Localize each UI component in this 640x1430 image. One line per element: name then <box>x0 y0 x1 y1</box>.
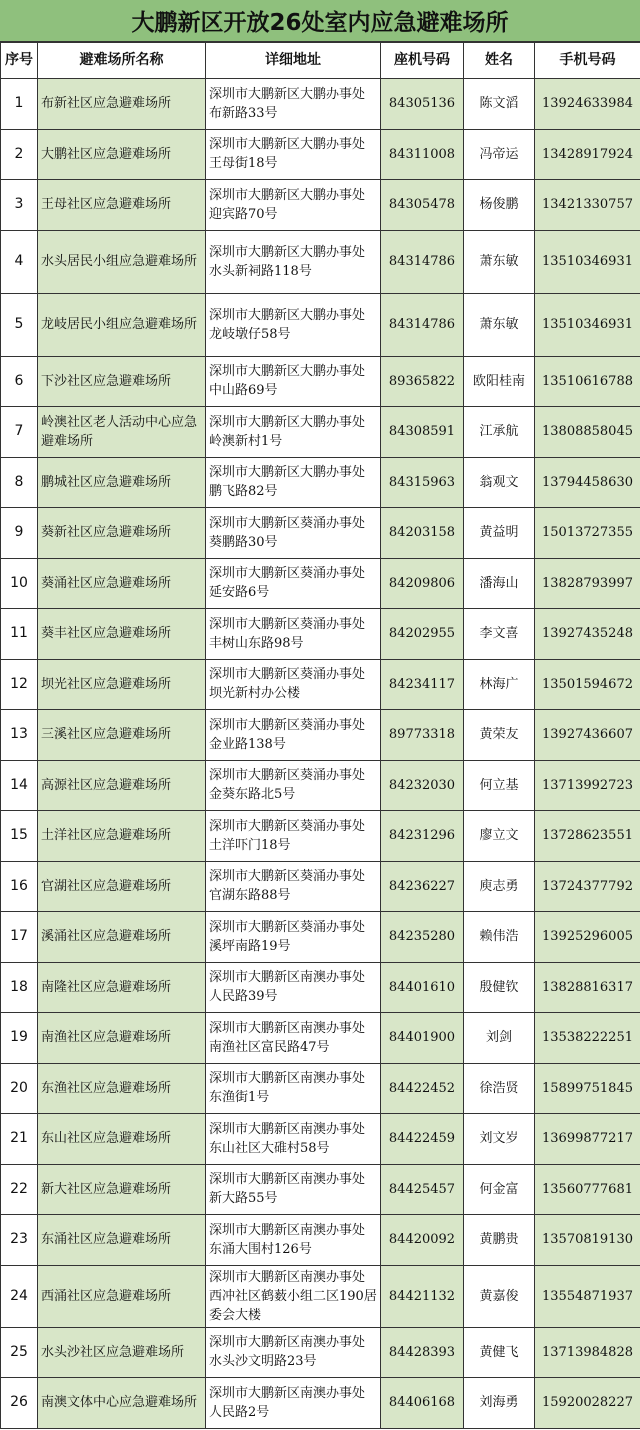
cell-landline: 84314786 <box>381 230 464 293</box>
cell-index: 5 <box>1 293 38 356</box>
cell-index: 3 <box>1 180 38 231</box>
table-row <box>1 1265 640 1327</box>
table-row <box>1 407 640 458</box>
table-row <box>1 609 640 660</box>
cell-mobile: 13794458630 <box>535 457 640 508</box>
cell-landline: 84425457 <box>381 1164 464 1215</box>
cell-index: 18 <box>1 962 38 1013</box>
cell-shelter-name: 南澳文体中心应急避难场所 <box>38 1378 206 1429</box>
table-row <box>1 508 640 559</box>
header-address: 详细地址 <box>206 43 381 79</box>
cell-contact-name: 林海广 <box>464 659 535 710</box>
cell-address: 深圳市大鹏新区南澳办事处东渔街1号 <box>206 1063 381 1114</box>
cell-address: 深圳市大鹏新区大鹏办事处迎宾路70号 <box>206 180 381 231</box>
cell-index: 15 <box>1 811 38 862</box>
cell-shelter-name: 水头沙社区应急避难场所 <box>38 1327 206 1378</box>
cell-contact-name: 陈文滔 <box>464 79 535 130</box>
cell-contact-name: 何金富 <box>464 1164 535 1215</box>
cell-contact-name: 萧东敏 <box>464 293 535 356</box>
cell-landline: 84308591 <box>381 407 464 458</box>
cell-contact-name: 徐浩贤 <box>464 1063 535 1114</box>
cell-contact-name: 黄鹏贵 <box>464 1215 535 1266</box>
cell-shelter-name: 南渔社区应急避难场所 <box>38 1013 206 1064</box>
cell-landline: 84401610 <box>381 962 464 1013</box>
cell-mobile: 13554871937 <box>535 1265 640 1327</box>
cell-address: 深圳市大鹏新区南澳办事处南渔社区富民路47号 <box>206 1013 381 1064</box>
cell-address: 深圳市大鹏新区葵涌办事处金业路138号 <box>206 710 381 761</box>
cell-index: 16 <box>1 861 38 912</box>
cell-index: 21 <box>1 1114 38 1165</box>
cell-landline: 84202955 <box>381 609 464 660</box>
cell-landline: 84305478 <box>381 180 464 231</box>
table-header-row <box>1 43 640 79</box>
cell-landline: 84420092 <box>381 1215 464 1266</box>
cell-index: 4 <box>1 230 38 293</box>
cell-shelter-name: 土洋社区应急避难场所 <box>38 811 206 862</box>
cell-mobile: 13510346931 <box>535 230 640 293</box>
cell-mobile: 13927436607 <box>535 710 640 761</box>
cell-landline: 84311008 <box>381 129 464 180</box>
table-row <box>1 1063 640 1114</box>
cell-shelter-name: 王母社区应急避难场所 <box>38 180 206 231</box>
cell-contact-name: 黄健飞 <box>464 1327 535 1378</box>
cell-mobile: 15899751845 <box>535 1063 640 1114</box>
cell-shelter-name: 葵涌社区应急避难场所 <box>38 558 206 609</box>
cell-mobile: 13724377792 <box>535 861 640 912</box>
table-row <box>1 1215 640 1266</box>
cell-contact-name: 刘海勇 <box>464 1378 535 1429</box>
table-row <box>1 1164 640 1215</box>
cell-shelter-name: 新大社区应急避难场所 <box>38 1164 206 1215</box>
cell-contact-name: 冯帝运 <box>464 129 535 180</box>
cell-index: 22 <box>1 1164 38 1215</box>
cell-contact-name: 黄荣友 <box>464 710 535 761</box>
header-landline: 座机号码 <box>381 43 464 79</box>
cell-landline: 84406168 <box>381 1378 464 1429</box>
cell-landline: 84314786 <box>381 293 464 356</box>
cell-address: 深圳市大鹏新区葵涌办事处葵鹏路30号 <box>206 508 381 559</box>
cell-address: 深圳市大鹏新区南澳办事处新大路55号 <box>206 1164 381 1215</box>
cell-shelter-name: 葵丰社区应急避难场所 <box>38 609 206 660</box>
cell-index: 7 <box>1 407 38 458</box>
cell-mobile: 15920028227 <box>535 1378 640 1429</box>
cell-index: 8 <box>1 457 38 508</box>
cell-mobile: 13428917924 <box>535 129 640 180</box>
cell-contact-name: 庾志勇 <box>464 861 535 912</box>
table-row <box>1 180 640 231</box>
table-row <box>1 962 640 1013</box>
header-name: 避难场所名称 <box>38 43 206 79</box>
cell-contact-name: 萧东敏 <box>464 230 535 293</box>
cell-index: 9 <box>1 508 38 559</box>
cell-contact-name: 江承航 <box>464 407 535 458</box>
cell-index: 25 <box>1 1327 38 1378</box>
table-row <box>1 1327 640 1378</box>
cell-index: 26 <box>1 1378 38 1429</box>
table-row <box>1 1013 640 1064</box>
table-row <box>1 79 640 130</box>
cell-shelter-name: 葵新社区应急避难场所 <box>38 508 206 559</box>
cell-mobile: 13925296005 <box>535 912 640 963</box>
cell-contact-name: 刘剑 <box>464 1013 535 1064</box>
cell-shelter-name: 布新社区应急避难场所 <box>38 79 206 130</box>
shelter-table <box>0 42 640 1429</box>
table-row <box>1 861 640 912</box>
cell-address: 深圳市大鹏新区南澳办事处水头沙文明路23号 <box>206 1327 381 1378</box>
cell-contact-name: 何立基 <box>464 760 535 811</box>
cell-mobile: 13808858045 <box>535 407 640 458</box>
cell-contact-name: 黄嘉俊 <box>464 1265 535 1327</box>
cell-address: 深圳市大鹏新区南澳办事处人民路2号 <box>206 1378 381 1429</box>
cell-landline: 84235280 <box>381 912 464 963</box>
cell-address: 深圳市大鹏新区大鹏办事处王母街18号 <box>206 129 381 180</box>
cell-contact-name: 廖立文 <box>464 811 535 862</box>
cell-landline: 84428393 <box>381 1327 464 1378</box>
cell-address: 深圳市大鹏新区葵涌办事处丰树山东路98号 <box>206 609 381 660</box>
cell-address: 深圳市大鹏新区大鹏办事处鹏飞路82号 <box>206 457 381 508</box>
cell-mobile: 13538222251 <box>535 1013 640 1064</box>
cell-shelter-name: 水头居民小组应急避难场所 <box>38 230 206 293</box>
cell-index: 23 <box>1 1215 38 1266</box>
cell-address: 深圳市大鹏新区葵涌办事处溪坪南路19号 <box>206 912 381 963</box>
cell-index: 13 <box>1 710 38 761</box>
cell-index: 20 <box>1 1063 38 1114</box>
header-mobile: 手机号码 <box>535 43 640 79</box>
cell-index: 12 <box>1 659 38 710</box>
cell-address: 深圳市大鹏新区南澳办事处西冲社区鹤薮小组二区190居委会大楼 <box>206 1265 381 1327</box>
cell-landline: 84421132 <box>381 1265 464 1327</box>
table-row <box>1 760 640 811</box>
cell-shelter-name: 东涌社区应急避难场所 <box>38 1215 206 1266</box>
cell-shelter-name: 三溪社区应急避难场所 <box>38 710 206 761</box>
cell-shelter-name: 东山社区应急避难场所 <box>38 1114 206 1165</box>
cell-contact-name: 赖伟浩 <box>464 912 535 963</box>
cell-address: 深圳市大鹏新区大鹏办事处中山路69号 <box>206 356 381 407</box>
cell-contact-name: 李文喜 <box>464 609 535 660</box>
table-body <box>1 79 640 1429</box>
cell-shelter-name: 西涌社区应急避难场所 <box>38 1265 206 1327</box>
cell-mobile: 13927435248 <box>535 609 640 660</box>
table-row <box>1 129 640 180</box>
cell-shelter-name: 南隆社区应急避难场所 <box>38 962 206 1013</box>
header-person: 姓名 <box>464 43 535 79</box>
cell-contact-name: 黄益明 <box>464 508 535 559</box>
cell-contact-name: 潘海山 <box>464 558 535 609</box>
cell-address: 深圳市大鹏新区南澳办事处人民路39号 <box>206 962 381 1013</box>
cell-landline: 89773318 <box>381 710 464 761</box>
cell-shelter-name: 坝光社区应急避难场所 <box>38 659 206 710</box>
table-row <box>1 659 640 710</box>
cell-address: 深圳市大鹏新区大鹏办事处布新路33号 <box>206 79 381 130</box>
cell-address: 深圳市大鹏新区葵涌办事处官湖东路88号 <box>206 861 381 912</box>
table-row <box>1 293 640 356</box>
cell-landline: 84236227 <box>381 861 464 912</box>
cell-mobile: 13421330757 <box>535 180 640 231</box>
cell-mobile: 13699877217 <box>535 1114 640 1165</box>
cell-shelter-name: 岭澳社区老人活动中心应急避难场所 <box>38 407 206 458</box>
cell-shelter-name: 大鹏社区应急避难场所 <box>38 129 206 180</box>
cell-mobile: 13828816317 <box>535 962 640 1013</box>
cell-contact-name: 欧阳桂南 <box>464 356 535 407</box>
table-row <box>1 558 640 609</box>
cell-contact-name: 殷健钦 <box>464 962 535 1013</box>
cell-landline: 84422459 <box>381 1114 464 1165</box>
cell-address: 深圳市大鹏新区葵涌办事处金葵东路北5号 <box>206 760 381 811</box>
cell-shelter-name: 高源社区应急避难场所 <box>38 760 206 811</box>
table-row <box>1 1378 640 1429</box>
cell-landline: 89365822 <box>381 356 464 407</box>
cell-mobile: 13828793997 <box>535 558 640 609</box>
cell-mobile: 13570819130 <box>535 1215 640 1266</box>
cell-shelter-name: 官湖社区应急避难场所 <box>38 861 206 912</box>
cell-mobile: 13713992723 <box>535 760 640 811</box>
cell-index: 10 <box>1 558 38 609</box>
cell-shelter-name: 东渔社区应急避难场所 <box>38 1063 206 1114</box>
cell-landline: 84305136 <box>381 79 464 130</box>
cell-mobile: 15013727355 <box>535 508 640 559</box>
cell-landline: 84209806 <box>381 558 464 609</box>
cell-mobile: 13728623551 <box>535 811 640 862</box>
cell-landline: 84315963 <box>381 457 464 508</box>
table-row <box>1 912 640 963</box>
cell-shelter-name: 溪涌社区应急避难场所 <box>38 912 206 963</box>
cell-landline: 84401900 <box>381 1013 464 1064</box>
cell-landline: 84232030 <box>381 760 464 811</box>
cell-address: 深圳市大鹏新区葵涌办事处延安路6号 <box>206 558 381 609</box>
cell-mobile: 13713984828 <box>535 1327 640 1378</box>
cell-contact-name: 刘文岁 <box>464 1114 535 1165</box>
cell-shelter-name: 龙岐居民小组应急避难场所 <box>38 293 206 356</box>
cell-mobile: 13560777681 <box>535 1164 640 1215</box>
cell-mobile: 13501594672 <box>535 659 640 710</box>
cell-index: 19 <box>1 1013 38 1064</box>
table-row <box>1 1114 640 1165</box>
cell-mobile: 13510616788 <box>535 356 640 407</box>
table-row <box>1 811 640 862</box>
cell-mobile: 13924633984 <box>535 79 640 130</box>
table-row <box>1 457 640 508</box>
table-row <box>1 356 640 407</box>
cell-shelter-name: 下沙社区应急避难场所 <box>38 356 206 407</box>
cell-index: 14 <box>1 760 38 811</box>
cell-mobile: 13510346931 <box>535 293 640 356</box>
cell-address: 深圳市大鹏新区大鹏办事处岭澳新村1号 <box>206 407 381 458</box>
cell-contact-name: 翁观文 <box>464 457 535 508</box>
cell-address: 深圳市大鹏新区南澳办事处东涌大围村126号 <box>206 1215 381 1266</box>
cell-address: 深圳市大鹏新区大鹏办事处龙岐墩仔58号 <box>206 293 381 356</box>
cell-contact-name: 杨俊鹏 <box>464 180 535 231</box>
cell-index: 1 <box>1 79 38 130</box>
cell-address: 深圳市大鹏新区葵涌办事处土洋吓门18号 <box>206 811 381 862</box>
cell-landline: 84231296 <box>381 811 464 862</box>
header-index: 序号 <box>1 43 38 79</box>
table-row <box>1 710 640 761</box>
cell-landline: 84203158 <box>381 508 464 559</box>
cell-landline: 84422452 <box>381 1063 464 1114</box>
cell-shelter-name: 鹏城社区应急避难场所 <box>38 457 206 508</box>
cell-address: 深圳市大鹏新区南澳办事处东山社区大碓村58号 <box>206 1114 381 1165</box>
table-row <box>1 230 640 293</box>
page-title: 大鹏新区开放26处室内应急避难场所 <box>0 0 640 42</box>
cell-index: 24 <box>1 1265 38 1327</box>
cell-landline: 84234117 <box>381 659 464 710</box>
cell-index: 11 <box>1 609 38 660</box>
cell-index: 6 <box>1 356 38 407</box>
cell-address: 深圳市大鹏新区大鹏办事处水头新祠路118号 <box>206 230 381 293</box>
cell-index: 17 <box>1 912 38 963</box>
cell-index: 2 <box>1 129 38 180</box>
cell-address: 深圳市大鹏新区葵涌办事处坝光新村办公楼 <box>206 659 381 710</box>
